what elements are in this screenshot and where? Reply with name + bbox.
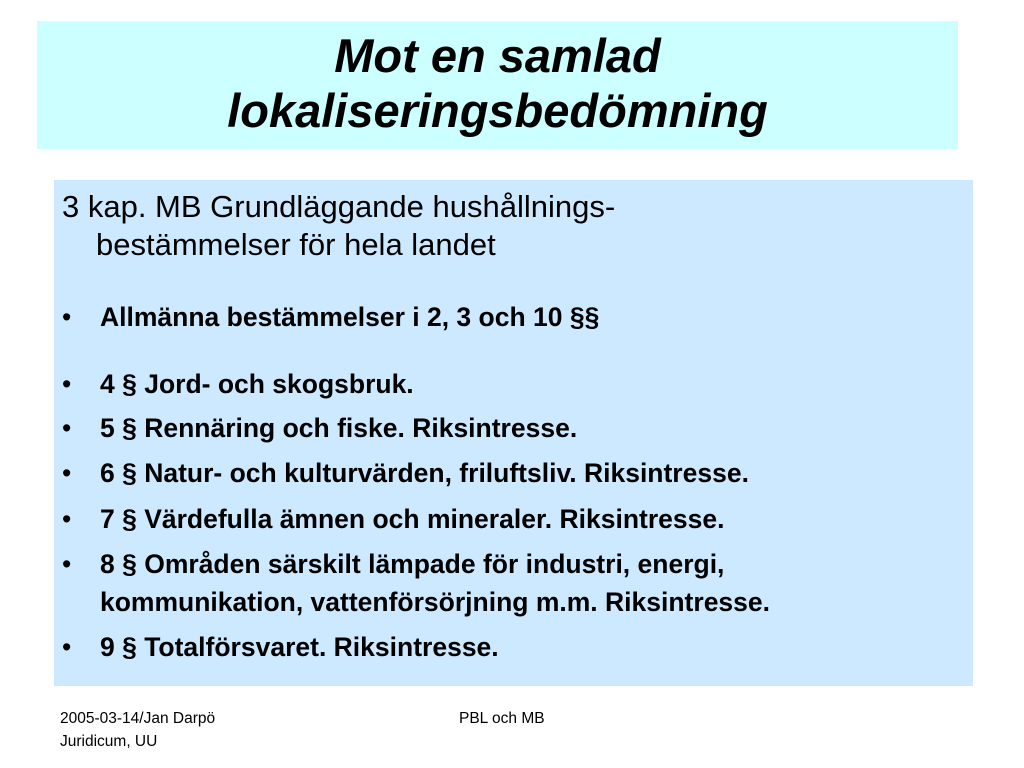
bullet-dot-icon: •	[62, 413, 72, 443]
footer-author-date	[60, 707, 215, 753]
bullet-dot-icon: •	[62, 504, 72, 534]
slide-content-box	[54, 180, 973, 686]
bullet-item-section-4	[62, 365, 957, 403]
bullet-item-section-9	[62, 628, 957, 666]
bullet-text: 6 § Natur- och kulturvärden, friluftsliv. Riksintresse.	[100, 458, 749, 488]
bullet-text-line-1: 8 § Områden särskilt lämpade för industri, energi,	[100, 549, 725, 579]
bullet-item-section-7	[62, 500, 957, 538]
slide-title-line-1: Mot en samlad	[334, 29, 661, 82]
bullet-text: 9 § Totalförsvaret. Riksintresse.	[100, 632, 499, 662]
slide-title-box	[37, 21, 958, 149]
footer-date-author: 2005-03-14/Jan Darpö	[60, 710, 216, 727]
section-heading-line-1: 3 kap. MB Grundläggande hushållnings-	[62, 189, 616, 224]
bullet-item-section-5	[62, 409, 957, 447]
footer-topic: PBL och MB	[459, 710, 545, 727]
bullet-item-section-8	[62, 545, 957, 621]
bullet-text: Allmänna bestämmelser i 2, 3 och 10 §§	[100, 302, 600, 332]
bullet-dot-icon: •	[62, 302, 72, 332]
bullet-text: 4 § Jord- och skogsbruk.	[100, 369, 414, 399]
section-heading-line-2: bestämmelser för hela landet	[96, 227, 496, 262]
bullet-item-general-provisions	[62, 298, 957, 336]
bullet-dot-icon: •	[62, 458, 72, 488]
bullet-dot-icon: •	[62, 549, 72, 579]
bullet-text-line-2: kommunikation, vattenförsörjning m.m. Riksintresse.	[100, 587, 771, 617]
bullet-text: 5 § Rennäring och fiske. Riksintresse.	[100, 413, 578, 443]
footer-institution: Juridicum, UU	[60, 733, 158, 750]
bullet-text: 7 § Värdefulla ämnen och mineraler. Riksintresse.	[100, 504, 725, 534]
slide-title-line-2: lokaliseringsbedömning	[227, 84, 768, 137]
bullet-dot-icon: •	[62, 632, 72, 662]
section-heading	[62, 188, 942, 264]
bullet-item-section-6	[62, 454, 957, 492]
bullet-dot-icon: •	[62, 369, 72, 399]
